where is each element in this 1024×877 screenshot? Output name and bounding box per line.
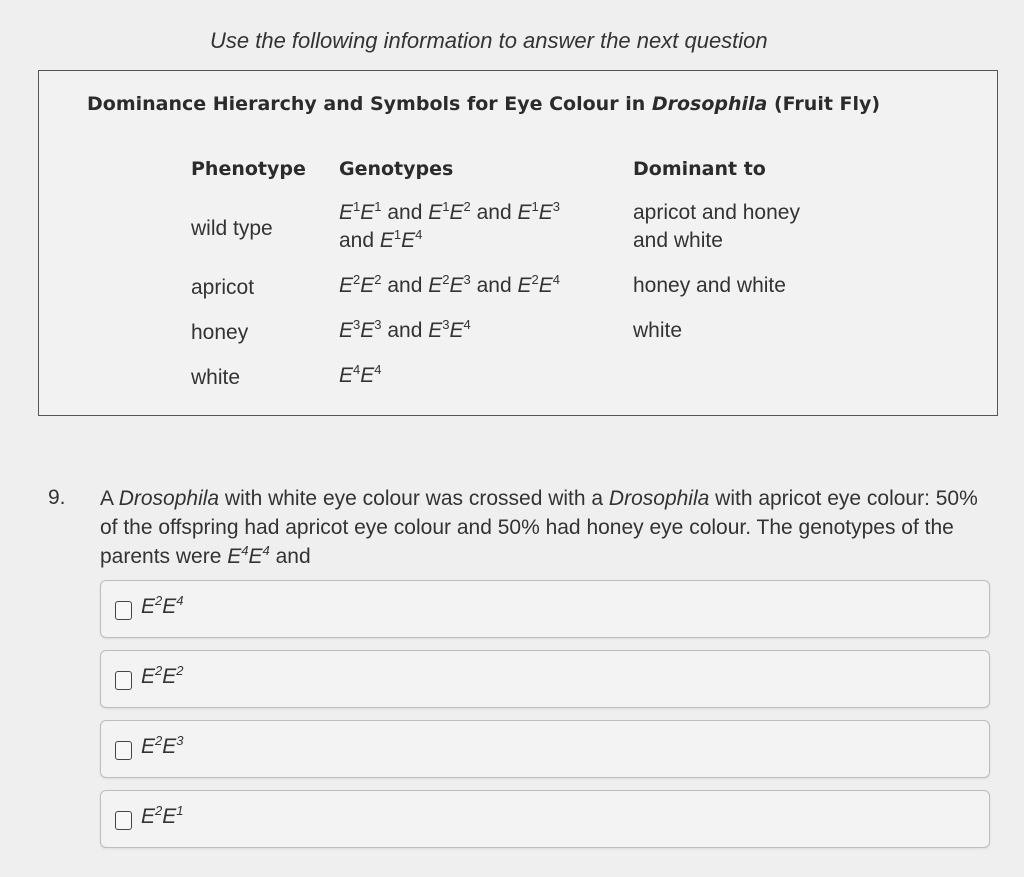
option-label: $E^2E^2$ [141,663,184,688]
answer-option-d[interactable] [100,790,990,848]
option-label: $E^2E^3$ [141,733,184,758]
answer-option-c[interactable] [100,720,990,778]
dominant-wild-type-cont: and white [633,229,723,252]
genotypes-apricot: $E^2E^2$ and $E^2E^3$ and $E^2E^4$ [339,272,561,297]
header-phenotype: Phenotype [191,158,306,180]
phenotype-apricot: apricot [191,276,255,299]
question-genotype: $E^4E^4$ [227,543,270,568]
phenotype-white: white [191,366,241,389]
option-label: $E^2E^4$ [141,593,184,618]
dominant-apricot: honey and white [633,274,786,297]
genotypes-honey: $E^3E^3$ and $E^3E^4$ [339,317,471,342]
genotypes-wild-type-cont: and $E^1E^4$ [339,227,423,252]
option-label: $E^2E^1$ [141,803,184,828]
dominant-wild-type: apricot and honey [633,201,800,224]
dominant-honey: white [633,319,683,342]
radio-button-icon[interactable] [115,601,132,620]
radio-button-icon[interactable] [115,741,132,760]
header-genotypes: Genotypes [339,158,454,180]
phenotype-wild-type: wild type [191,217,273,240]
dominance-info-box [38,70,998,416]
phenotype-honey: honey [191,321,249,344]
question-number: 9. [48,486,66,509]
header-dominant-to: Dominant to [633,158,766,180]
instruction-text: Use the following information to answer the next question [210,28,768,53]
info-box-title: Dominance Hierarchy and Symbols for Eye Colour in Drosophila (Fruit Fly) [87,93,881,115]
answer-option-b[interactable] [100,650,990,708]
genotypes-wild-type: $E^1E^1$ and $E^1E^2$ and $E^1E^3$ [339,199,561,224]
genotypes-white: $E^4E^4$ [339,362,382,387]
answer-option-a[interactable] [100,580,990,638]
question-text: A Drosophila with white eye colour was crossed with a Drosophila with apricot eye colour: 50% of the offspring had apricot eye colour and 50% had honey eye colour. The genotypes of the parents were $E^4E^4$ and [100,487,978,568]
radio-button-icon[interactable] [115,811,132,830]
radio-button-icon[interactable] [115,671,132,690]
